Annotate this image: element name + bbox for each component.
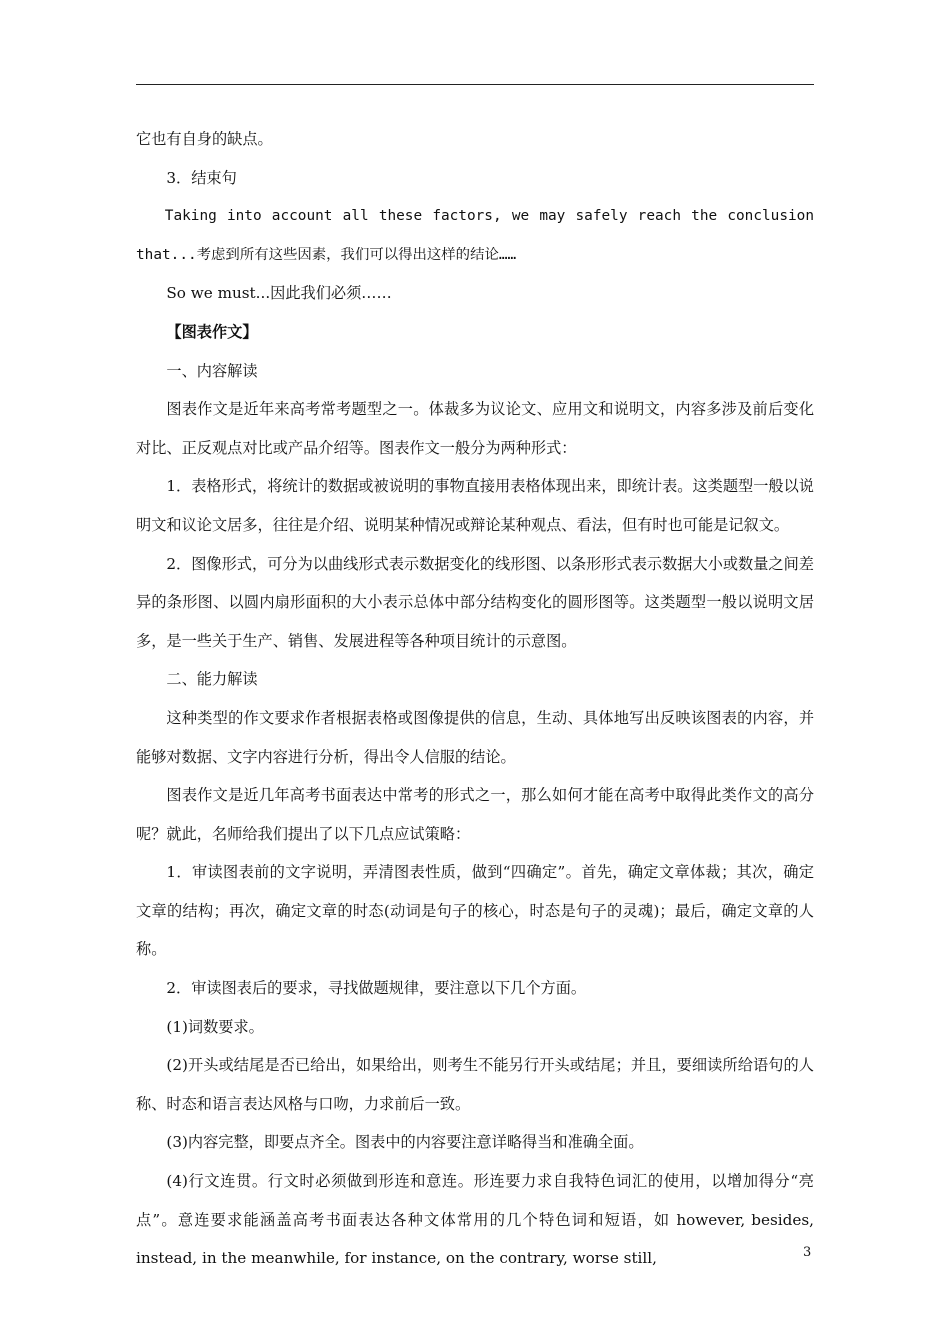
paragraph-example-must: So we must...因此我们必须…… <box>166 284 392 303</box>
paragraph-example-conclusion: Taking into account all these factors, we may safely reach the conclusion that...考虑到所有这些因素，我们可以得出这样的结论…… <box>136 208 814 263</box>
header-rule <box>136 84 814 85</box>
paragraph-strategies-intro: 图表作文是近几年高考书面表达中常考的形式之一，那么如何才能在高考中取得此类作文的高分呢？就此，名师给我们提出了以下几点应试策略： <box>136 786 814 843</box>
heading-ability-analysis: 二、能力解读 <box>166 670 258 689</box>
section-title-chart-writing: 【图表作文】 <box>166 322 258 341</box>
heading-closing-sentence: 3．结束句 <box>166 168 237 187</box>
paragraph-point-2: (2)开头或结尾是否已给出，如果给出，则考生不能另行开头或结尾；并且，要细读所给语句的人称、时态和语言表达风格与口吻，力求前后一致。 <box>136 1056 814 1113</box>
paragraph-point-3: (3)内容完整，即要点齐全。图表中的内容要注意详略得当和准确全面。 <box>166 1133 644 1152</box>
heading-content-analysis: 一、内容解读 <box>166 361 258 380</box>
paragraph-graph-form: 2．图像形式，可分为以曲线形式表示数据变化的线形图、以条形形式表示数据大小或数量之间差异的条形图、以圆内扇形面积的大小表示总体中部分结构变化的圆形图等。这类题型一般以说明文居多，是一些关于生产、销售、发展进程等各种项目统计的示意图。 <box>136 554 814 650</box>
paragraph-strategy-1: 1．审读图表前的文字说明，弄清图表性质，做到“四确定”。首先，确定文章体裁；其次，确定文章的结构；再次，确定文章的时态(动词是句子的核心，时态是句子的灵魂)；最后，确定文章的人称。 <box>136 863 814 959</box>
paragraph-strategy-2: 2．审读图表后的要求，寻找做题规律，要注意以下几个方面。 <box>166 979 587 998</box>
paragraph-point-4: (4)行文连贯。行文时必须做到形连和意连。形连要力求自我特色词汇的使用，以增加得分“亮点”。意连要求能涵盖高考书面表达各种文体常用的几个特色词和短语，如 however, besides, instead, in the meanwhile, for instance, on the contrary, worse still, <box>136 1172 814 1268</box>
paragraph-point-1: (1)词数要求。 <box>166 1017 264 1036</box>
paragraph-requirements: 这种类型的作文要求作者根据表格或图像提供的信息，生动、具体地写出反映该图表的内容，并能够对数据、文字内容进行分析，得出令人信服的结论。 <box>136 708 814 766</box>
paragraph-table-form: 1．表格形式，将统计的数据或被说明的事物直接用表格体现出来，即统计表。这类题型一般以说明文和议论文居多，往往是介绍、说明某种情况或辩论某种观点、看法，但有时也可能是记叙文。 <box>136 477 814 534</box>
page-number: 3 <box>803 1245 812 1260</box>
paragraph-continuation: 它也有自身的缺点。 <box>136 130 273 148</box>
document-body <box>136 120 814 1278</box>
paragraph-chart-intro: 图表作文是近年来高考常考题型之一。体裁多为议论文、应用文和说明文，内容多涉及前后变化对比、正反观点对比或产品介绍等。图表作文一般分为两种形式： <box>136 400 814 457</box>
